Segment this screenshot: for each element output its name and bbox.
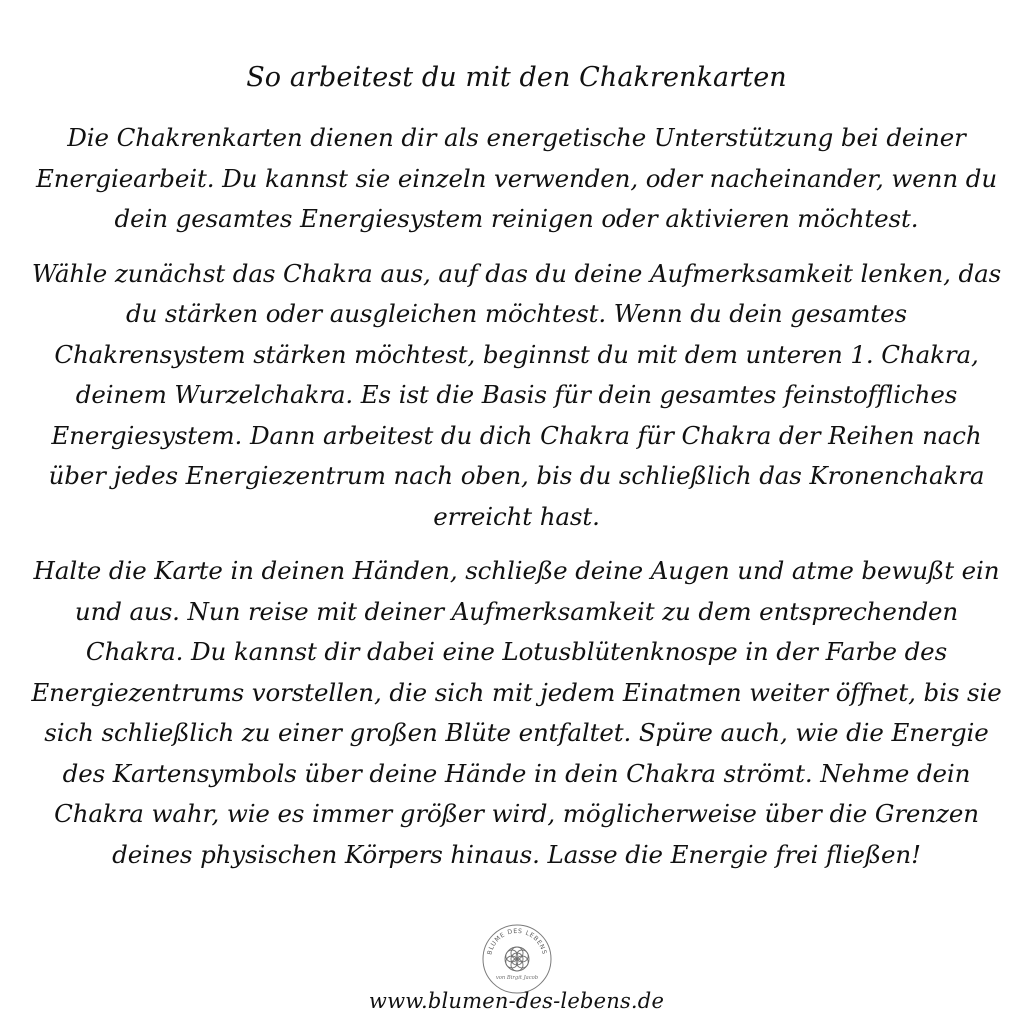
paragraph-3: Halte die Karte in deinen Händen, schließe deine Augen und atme bewußt ein und aus. Nun reise mit deiner Aufmerksamkeit zu dem entsprechenden Chakra. Du kannst dir dabei eine Lotusblütenknospe in der Farbe des Energiezentrums vorstellen, die sich mit jedem Einatmen weiter öffnet, bis sie sich schließlich zu einer großen Blüte entfaltet. Spüre auch, wie die Energie des Kartensymbols über deine Hände in dein Chakra strömt. Nehme dein Chakra wahr, wie es immer größer wird, möglicherweise über die Grenzen deines physischen Körpers hinaus. Lasse die Energie frei fließen! — [31, 556, 1002, 869]
flower-of-life-icon — [505, 947, 529, 971]
logo-subtext: von Birgit Jacob — [495, 975, 539, 981]
paragraph-1: Die Chakrenkarten dienen dir als energetische Unterstützung bei deiner Energiearbeit. Du kannst sie einzeln verwenden, oder nacheinander, wenn du dein gesamtes Energiesystem reinigen oder aktivieren möchtest. — [35, 123, 997, 233]
paragraph-2: Wähle zunächst das Chakra aus, auf das du deine Aufmerksamkeit lenken, das du stärken oder ausgleichen möchtest. Wenn du dein gesamtes Chakrensystem stärken möchtest, beginnst du mit dem unteren 1. Chakra, deinem Wurzelchakra. Es ist die Basis für dein gesamtes feinstoffliches Energiesystem. Dann arbeitest du dich Chakra für Chakra der Reihen nach über jedes Energiezentrum nach oben, bis du schließlich das Kronenchakra erreicht hast. — [31, 258, 1002, 531]
document-body — [28, 118, 1005, 875]
blume-des-lebens-logo — [480, 922, 554, 996]
logo-arc-text: BLUME DES LEBENS — [486, 927, 548, 956]
page-title: So arbeitest du mit den Chakrenkarten — [246, 62, 787, 93]
website-link[interactable]: www.blumen-des-lebens.de — [368, 989, 665, 1013]
